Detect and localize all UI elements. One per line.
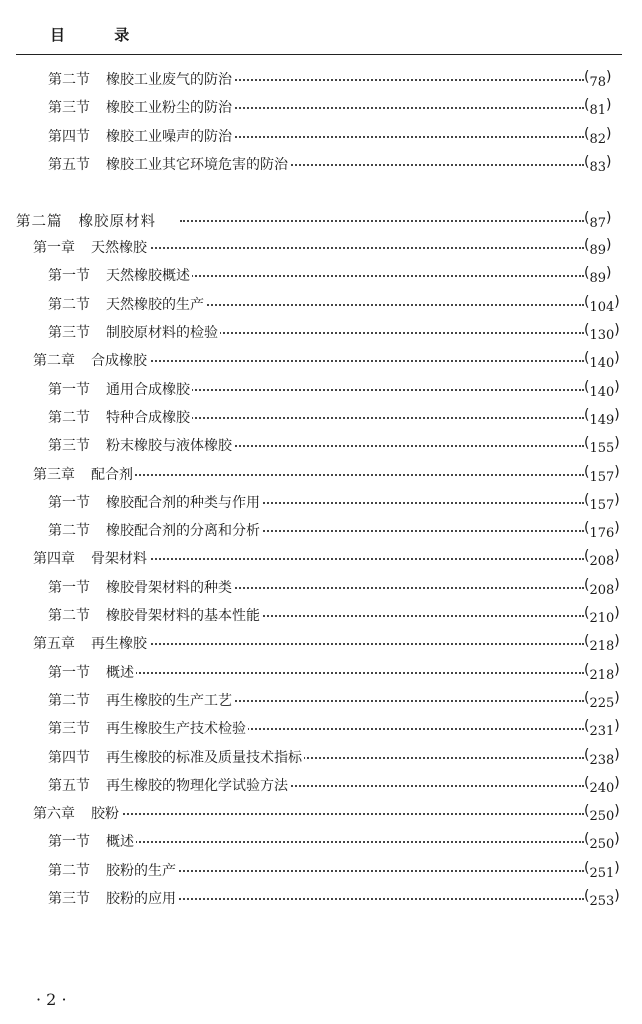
toc-page-ref: (81) [584, 97, 612, 119]
toc-entry-section [0, 515, 642, 543]
toc-entry-text [33, 237, 149, 257]
toc-page-ref: (87) [584, 210, 612, 232]
toc-page-ref: (140) [584, 350, 620, 372]
toc-entry-title: 橡胶工业噪声的防治 [106, 128, 232, 145]
toc-entry-title: 配合剂 [91, 466, 133, 483]
toc-page-number: 225 [589, 695, 615, 711]
toc-page-number: 78 [589, 75, 607, 90]
toc-page-number: 238 [589, 752, 615, 768]
toc-page-ref: (251) [584, 859, 620, 881]
toc-entry-number: 第五节 [48, 777, 90, 794]
toc-entry-text [48, 605, 262, 625]
toc-entry-title: 天然橡胶的生产 [106, 296, 204, 313]
toc-entry-number: 第二篇 [16, 214, 63, 231]
toc-page-number: 231 [589, 724, 615, 740]
toc-entry-section [0, 64, 642, 92]
toc-entry-title: 骨架材料 [91, 551, 147, 568]
toc-page-ref: (89) [584, 265, 612, 287]
toc-entry-text [48, 718, 248, 738]
toc-entry-title: 橡胶骨架材料的种类 [106, 579, 232, 596]
toc-page-ref: (140) [584, 378, 620, 400]
toc-page-number: 208 [589, 554, 615, 570]
toc-entry-title: 再生橡胶的生产工艺 [106, 692, 232, 709]
toc-entry-section [0, 572, 642, 600]
toc-page-number: 149 [589, 412, 615, 428]
toc-leader-dots [100, 474, 584, 476]
toc-entry-text [48, 322, 220, 342]
toc-page-number: 157 [589, 469, 615, 485]
toc-entry-title: 合成橡胶 [91, 353, 147, 370]
toc-entry-number: 第二节 [48, 523, 90, 540]
toc-entry-chapter [0, 345, 642, 373]
toc-entry-text [48, 294, 206, 314]
toc-entry-text [48, 747, 304, 767]
toc-entry-number: 第五章 [33, 636, 75, 653]
toc-entry-number: 第一章 [33, 240, 75, 257]
toc-entry-title: 特种合成橡胶 [106, 409, 190, 426]
table-of-contents [0, 64, 642, 911]
toc-page-ref: (78) [584, 69, 612, 90]
toc-entry-title: 天然橡胶概述 [106, 268, 190, 285]
toc-entry-number: 第三章 [33, 466, 75, 483]
toc-entry-title: 通用合成橡胶 [106, 381, 190, 398]
toc-entry-text [48, 126, 234, 146]
toc-page-number: 87 [589, 216, 607, 232]
toc-entry-chapter [0, 543, 642, 571]
toc-entry-section [0, 742, 642, 770]
toc-entry-section [0, 374, 642, 402]
toc-page-ref: (149) [584, 406, 620, 428]
toc-page-ref: (231) [584, 718, 620, 740]
toc-page-number: 208 [589, 582, 615, 598]
toc-entry-title: 天然橡胶 [91, 240, 147, 257]
toc-page-number: 250 [589, 837, 615, 853]
toc-entry-text [48, 435, 234, 455]
toc-entry-section [0, 92, 642, 120]
toc-page-ref: (218) [584, 661, 620, 683]
toc-page-ref: (240) [584, 774, 620, 796]
toc-page-number: 210 [589, 611, 615, 627]
toc-entry-title: 橡胶配合剂的分离和分析 [106, 523, 260, 540]
toc-entry-number: 第一节 [48, 834, 90, 851]
toc-page-ref: (104) [584, 293, 620, 315]
toc-page-number: 218 [589, 667, 615, 683]
toc-leader-dots [100, 558, 584, 560]
toc-entry-number: 第二节 [48, 692, 90, 709]
toc-entry-section [0, 260, 642, 288]
toc-entry-section [0, 317, 642, 345]
toc-page-number: 104 [589, 299, 615, 315]
toc-entry-section [0, 713, 642, 741]
toc-entry-section [0, 430, 642, 458]
toc-entry-title: 橡胶原材料 [78, 214, 156, 231]
toc-entry-number: 第二节 [48, 862, 90, 879]
toc-entry-section [0, 402, 642, 430]
toc-spacer [0, 177, 642, 208]
toc-page-number: 240 [589, 780, 615, 796]
toc-entry-number: 第二节 [48, 409, 90, 426]
toc-page-ref: (176) [584, 520, 620, 542]
toc-entry-section [0, 685, 642, 713]
toc-leader-dots [120, 672, 584, 674]
toc-page-number: 253 [589, 894, 615, 910]
toc-entry-text [48, 69, 234, 89]
toc-page-ref: (250) [584, 831, 620, 853]
toc-leader-dots [120, 841, 584, 843]
toc-entry-text [48, 662, 136, 682]
toc-entry-title: 概述 [106, 664, 134, 681]
toc-entry-text [48, 577, 234, 597]
toc-page-number: 176 [589, 526, 615, 542]
toc-page-number: 130 [589, 328, 615, 344]
toc-group-after [0, 208, 642, 911]
toc-leader-dots [100, 813, 584, 815]
toc-page-ref: (83) [584, 153, 612, 175]
toc-entry-number: 第二章 [33, 353, 75, 370]
toc-entry-number: 第一节 [48, 381, 90, 398]
header-rule [16, 54, 622, 55]
toc-leader-dots [100, 360, 584, 362]
toc-page-ref: (218) [584, 633, 620, 655]
toc-leader-dots [100, 247, 584, 249]
toc-entry-chapter [0, 628, 642, 656]
toc-entry-title: 橡胶骨架材料的基本性能 [106, 608, 260, 625]
toc-entry-title: 胶粉的应用 [106, 891, 176, 908]
toc-leader-dots [180, 220, 584, 222]
toc-page-number: 81 [589, 103, 607, 119]
toc-entry-text [33, 548, 149, 568]
toc-entry-text [48, 492, 262, 512]
toc-entry-number: 第一节 [48, 494, 90, 511]
toc-leader-dots [120, 898, 584, 900]
toc-entry-section [0, 600, 642, 628]
toc-entry-text [16, 210, 158, 231]
toc-entry-number: 第三节 [48, 438, 90, 455]
toc-page-number: 140 [589, 384, 615, 400]
toc-page-ref: (89) [584, 237, 612, 259]
toc-entry-number: 第三节 [48, 721, 90, 738]
toc-entry-number: 第三节 [48, 100, 90, 117]
toc-entry-number: 第四章 [33, 551, 75, 568]
toc-entry-number: 第五节 [48, 156, 90, 173]
toc-entry-text [33, 464, 135, 484]
toc-entry-text [33, 350, 149, 370]
toc-entry-text [48, 690, 234, 710]
toc-entry-text [48, 265, 192, 285]
toc-group-before [0, 64, 642, 177]
toc-page-ref: (155) [584, 435, 620, 457]
toc-leader-dots [100, 643, 584, 645]
toc-entry-number: 第一节 [48, 664, 90, 681]
toc-entry-text [48, 888, 178, 908]
toc-entry-text [48, 860, 178, 880]
toc-entry-number: 第一节 [48, 579, 90, 596]
toc-page-ref: (238) [584, 746, 620, 768]
toc-entry-section [0, 826, 642, 854]
toc-page-number: 218 [589, 639, 615, 655]
page-header-title: 目 录 [50, 26, 152, 44]
toc-page-ref: (208) [584, 576, 620, 598]
toc-entry-title: 橡胶工业其它环境危害的防治 [106, 156, 288, 173]
toc-entry-title: 橡胶配合剂的种类与作用 [106, 494, 260, 511]
toc-entry-title: 再生橡胶生产技术检验 [106, 721, 246, 738]
toc-page-number: 89 [589, 243, 607, 259]
toc-entry-section [0, 487, 642, 515]
toc-entry-title: 胶粉 [91, 806, 119, 823]
toc-entry-title: 再生橡胶的标准及质量技术指标 [106, 749, 302, 766]
toc-entry-text [48, 520, 262, 540]
toc-entry-text [48, 379, 192, 399]
toc-page-number: 140 [589, 356, 615, 372]
toc-page-ref: (250) [584, 803, 620, 825]
toc-entry-title: 再生橡胶 [91, 636, 147, 653]
toc-page-number: 157 [589, 497, 615, 513]
toc-entry-text [48, 775, 290, 795]
toc-entry-text [48, 154, 290, 174]
toc-page-ref: (210) [584, 605, 620, 627]
toc-entry-number: 第六章 [33, 806, 75, 823]
toc-page-ref: (130) [584, 322, 620, 344]
toc-entry-number: 第一节 [48, 268, 90, 285]
toc-page-ref: (253) [584, 888, 620, 910]
toc-page-ref: (157) [584, 491, 620, 513]
toc-entry-section [0, 149, 642, 177]
toc-entry-number: 第四节 [48, 749, 90, 766]
toc-entry-text [33, 803, 121, 823]
toc-page-ref: (82) [584, 125, 612, 147]
toc-entry-text [48, 97, 234, 117]
toc-page-number: 251 [589, 865, 615, 881]
toc-page-number: 83 [589, 159, 607, 175]
toc-entry-chapter [0, 232, 642, 260]
toc-entry-section [0, 657, 642, 685]
toc-entry-number: 第四节 [48, 128, 90, 145]
toc-entry-text [33, 633, 149, 653]
toc-entry-title: 橡胶工业废气的防治 [106, 72, 232, 88]
toc-entry-section [0, 855, 642, 883]
toc-page-number: 155 [589, 441, 615, 457]
toc-page-ref: (225) [584, 689, 620, 711]
toc-entry-title: 再生橡胶的物理化学试验方法 [106, 777, 288, 794]
toc-entry-title: 胶粉的生产 [106, 862, 176, 879]
toc-entry-title: 制胶原材料的检验 [106, 325, 218, 342]
toc-page-ref: (208) [584, 548, 620, 570]
toc-entry-part [0, 208, 642, 232]
toc-entry-chapter [0, 798, 642, 826]
toc-entry-section [0, 883, 642, 911]
toc-entry-number: 第三节 [48, 891, 90, 908]
toc-entry-section [0, 121, 642, 149]
toc-leader-dots [120, 870, 584, 872]
toc-entry-title: 橡胶工业粉尘的防治 [106, 100, 232, 117]
toc-entry-number: 第二节 [48, 608, 90, 625]
toc-entry-section [0, 289, 642, 317]
toc-entry-number: 第二节 [48, 72, 90, 88]
toc-entry-chapter [0, 459, 642, 487]
toc-entry-number: 第三节 [48, 325, 90, 342]
page-number: · 2 · [36, 990, 67, 1009]
toc-entry-text [48, 407, 192, 427]
toc-page-ref: (157) [584, 463, 620, 485]
toc-page-number: 250 [589, 809, 615, 825]
toc-page-number: 89 [589, 271, 607, 287]
toc-entry-title: 粉末橡胶与液体橡胶 [106, 438, 232, 455]
toc-entry-section [0, 770, 642, 798]
toc-entry-number: 第二节 [48, 296, 90, 313]
toc-page-number: 82 [589, 131, 607, 147]
toc-entry-title: 概述 [106, 834, 134, 851]
toc-entry-text [48, 831, 136, 851]
